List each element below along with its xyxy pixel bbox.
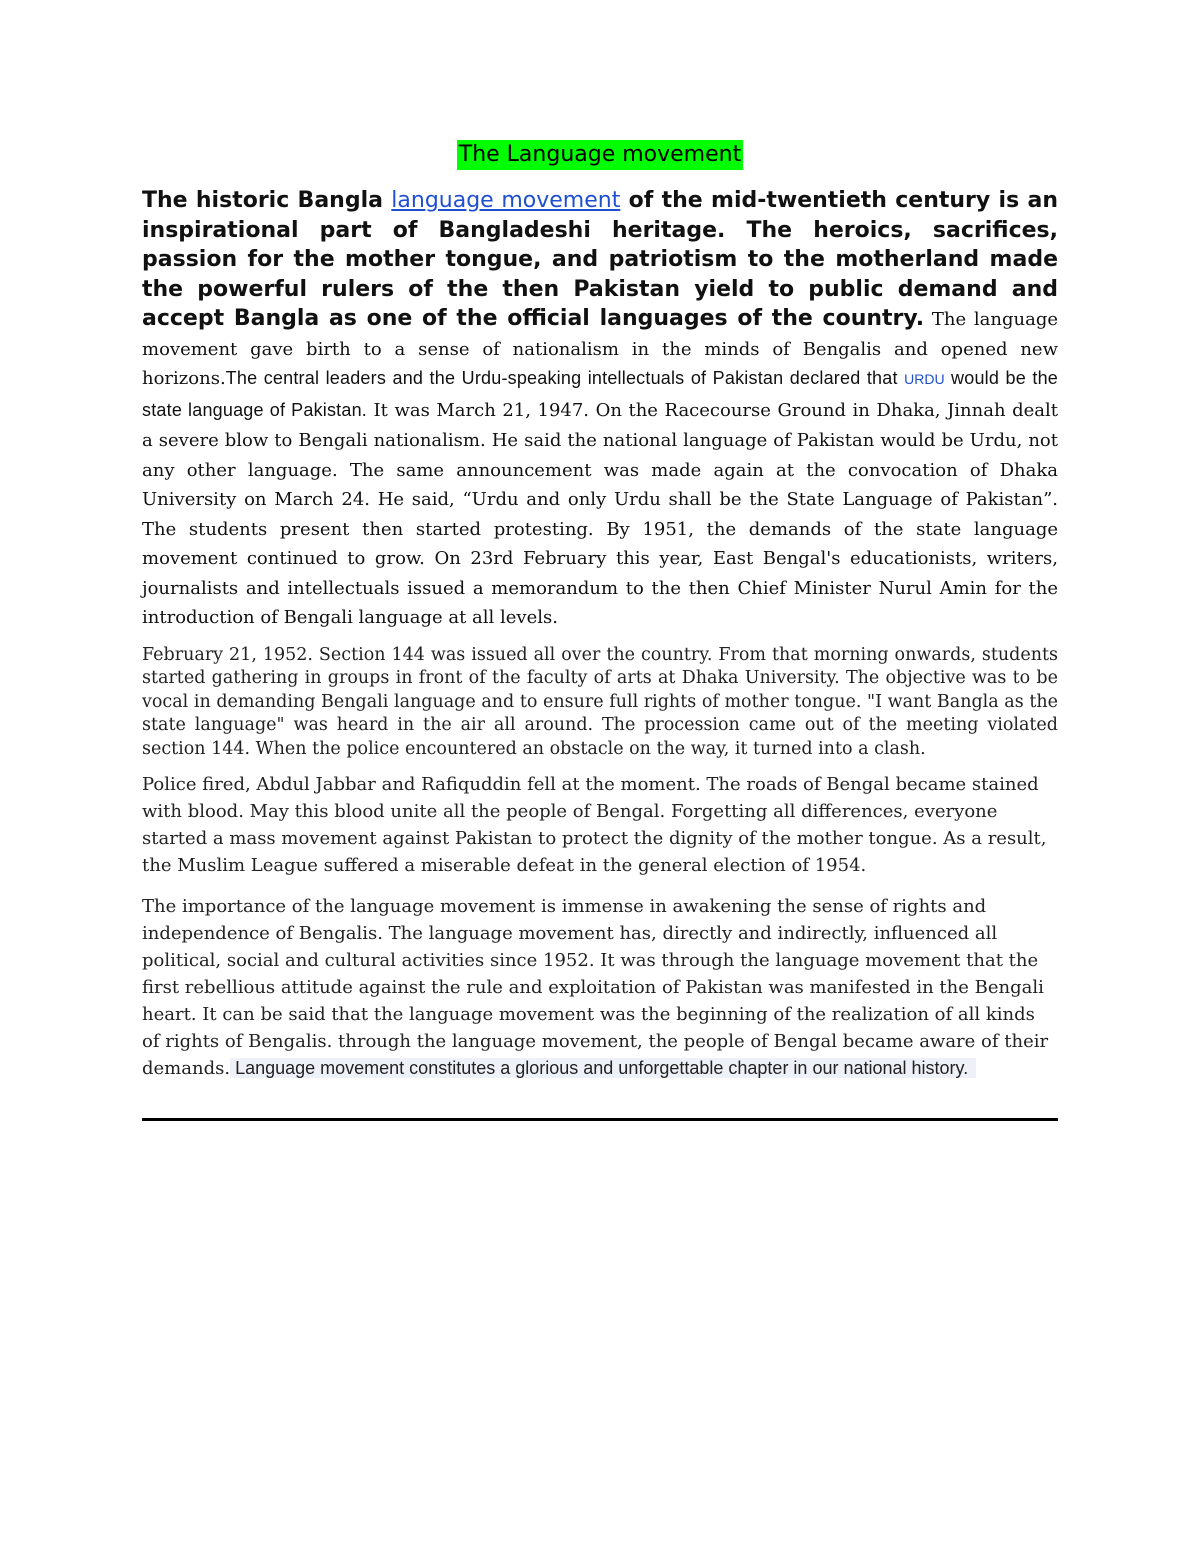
- p1-serif-a: The language movement gave birth to a sense of nationalism in the minds of Bengalis and opened new horizons.: [142, 309, 1058, 389]
- p1-serif-b: It was March 21, 1947. On the Racecourse Ground in Dhaka, Jinnah dealt a severe blow to Bengali nationalism. He said the national language of Pakistan would be Urdu, not any other language. The same announcement was made again at the convocation of Dhaka University on March 24. He said, “Urdu and only Urdu shall be the State Language of Pakistan”. The students present then started protesting. By 1951, the demands of the state language movement continued to grow. On 23rd February this year, East Bengal's educationists, writers, journalists and intellectuals issued a memorandum to the then Chief Minister Nurul Amin for the introduction of Bengali language at all levels.: [142, 399, 1058, 628]
- horizontal-rule: [142, 1118, 1058, 1121]
- p1-sans-b: would be the state language of Pakistan.: [142, 368, 1059, 420]
- document-page: [142, 140, 1058, 1082]
- lead-start: The historic Bangla: [142, 188, 392, 213]
- title-container: [142, 140, 1058, 172]
- paragraph-1: [142, 186, 1058, 632]
- lead-end: of the mid-twentieth century is an inspirational part of Bangladeshi heritage. The heroics, sacrifices, passion for the mother tongue, and patriotism to the motherland made the powerful rulers of the then Pakistan yield to public demand and accept Bangla as one of the official languages of the country.: [142, 188, 1058, 331]
- language-movement-link[interactable]: language movement: [391, 188, 621, 213]
- p1-sans-a: The central leaders and the Urdu-speaking intellectuals of Pakistan declared that: [225, 368, 905, 388]
- paragraph-3: Police fired, Abdul Jabbar and Rafiquddin fell at the moment. The roads of Bengal became stained with blood. May this blood unite all the people of Bengal. Forgetting all differences, everyone started a mass movement against Pakistan to protect the dignity of the mother tongue. As a result, the Muslim League suffered a miserable defeat in the general election of 1954.: [142, 774, 1047, 876]
- page-title: The Language movement: [457, 140, 743, 170]
- paragraph-2: February 21, 1952. Section 144 was issued all over the country. From that morning onwards, students started gathering in groups in front of the faculty of arts at Dhaka University. The objective was to be vocal in demanding Bengali language and to ensure full rights of mother tongue. "I want Bangla as the state language" was heard in the air all around. The procession came out of the meeting violated section 144. When the police encountered an obstacle on the way, it turned into a clash.: [142, 644, 1058, 759]
- urdu-label: URDU: [904, 371, 945, 387]
- p4-main: The importance of the language movement is immense in awakening the sense of rights and independence of Bengalis. The language movement has, directly and indirectly, influenced all political, social and cultural activities since 1952. It was through the language movement that the first rebellious attitude against the rule and exploitation of Pakistan was manifested in the Bengali heart. It can be said that the language movement was the beginning of the realization of all kinds of rights of Bengalis. through the language movement, the people of Bengal became aware of their demands.: [142, 896, 1049, 1079]
- paragraph-4: [142, 893, 1058, 1082]
- p4-highlight: Language movement constitutes a glorious and unforgettable chapter in our national history.: [230, 1058, 976, 1078]
